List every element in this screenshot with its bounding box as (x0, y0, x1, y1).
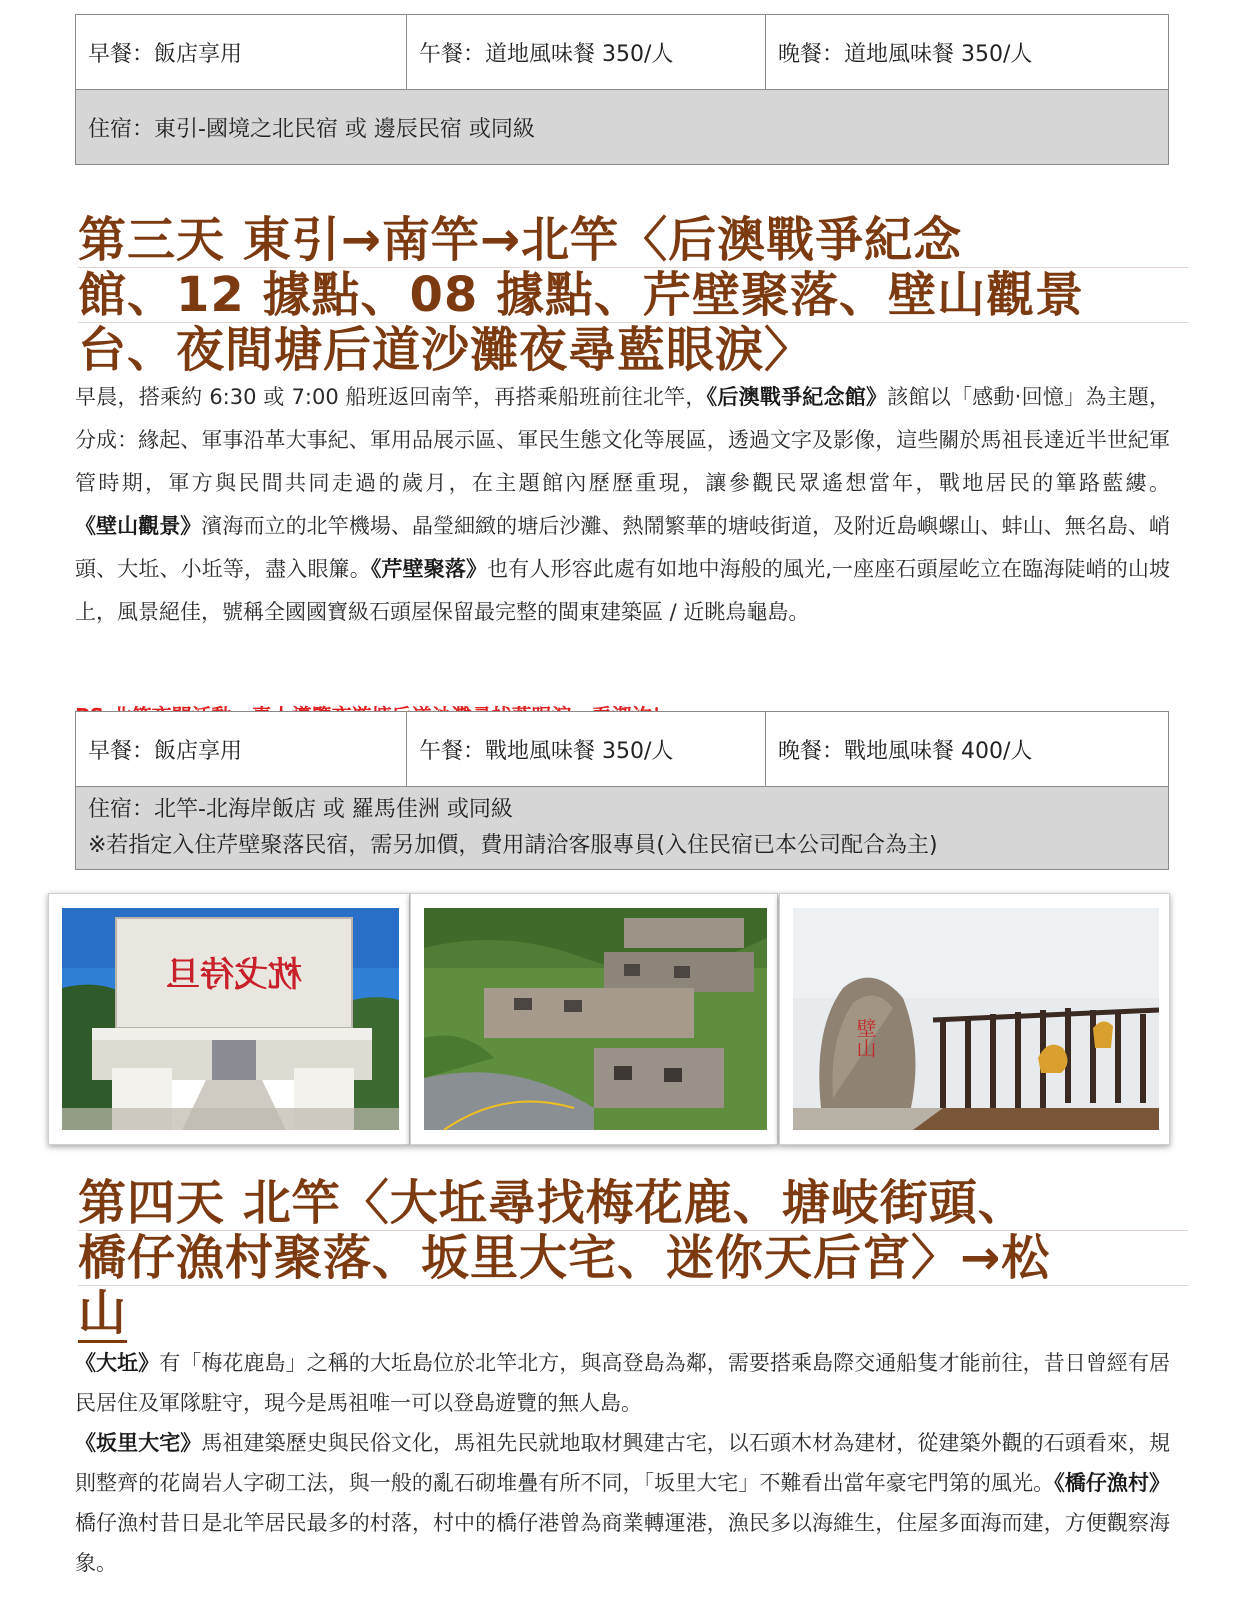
day3-text-3: 濱海而立的北竿機場、晶瑩細緻的塘后沙灘、熱鬧繁華的塘岐街道，及附近島嶼螺山、蚌山、無名島、峭頭、大坵、小坵等，盡入眼簾。 (75, 514, 1171, 581)
day3-meal-table (75, 711, 1169, 870)
day3-text-1: 早晨，搭乘約 6:30 或 7:00 船班返回南竿，再搭乘船班前往北竿， (75, 385, 707, 409)
day2-lodging: 住宿：東引-國境之北民宿 或 邊辰民宿 或同級 (76, 90, 1169, 165)
day3-bold-bishan: 《壁山觀景》 (75, 514, 202, 538)
day4-bold-daqiu: 《大坵》 (75, 1351, 160, 1375)
bishan-rock-text: 壁山 (853, 1018, 877, 1058)
day3-text-2: 該館以「感動‧回憶」為主題，分成：緣起、軍事沿革大事紀、軍用品展示區、軍民生態文化等展區，透過文字及影像，這些關於馬祖長達近半世紀軍管時期，軍方與民間共同走過的歲月，在主題館內歷歷重現，讓參觀民眾遙想當年，戰地居民的篳路藍縷。 (75, 385, 1170, 495)
day3-bold-houao: 《后澳戰爭紀念館》 (706, 385, 888, 409)
day3-title-line-2: 館、12 據點、08 據點、芹壁聚落、壁山觀景 (78, 268, 1188, 323)
bishan-viewpoint-image (793, 908, 1159, 1130)
photo-war-memorial (48, 893, 410, 1145)
day3-title (78, 213, 1188, 377)
day3-title-line-3: 台、夜間塘后道沙灘夜尋藍眼淚〉 (78, 322, 814, 378)
day4-title (78, 1176, 1188, 1343)
memorial-sign-text: 枕戈待旦 (166, 955, 302, 995)
day3-lodging-row (76, 787, 1169, 870)
day3-lodging-note: ※若指定入住芹壁聚落民宿，需另加價，費用請洽客服專員(入住民宿已本公司配合為主) (88, 833, 938, 858)
photo-strip (48, 893, 1168, 1145)
day2-meal-row (76, 15, 1169, 90)
day3-meal-row (76, 712, 1169, 787)
day2-breakfast: 早餐：飯店享用 (76, 15, 407, 90)
day4-text-1: 有「梅花鹿島」之稱的大坵島位於北竿北方，與高登島為鄰，需要搭乘島際交通船隻才能前往，昔日曾經有居民居住及軍隊駐守，現今是馬祖唯一可以登島遊覽的無人島。 (75, 1351, 1171, 1415)
day4-bold-banli: 《坂里大宅》 (75, 1431, 202, 1455)
war-memorial-image (62, 908, 399, 1130)
day3-lunch: 午餐：戰地風味餐 350/人 (407, 712, 766, 787)
day3-text-4: 也有人形容此處有如地中海般的風光,一座座石頭屋屹立在臨海陡峭的山坡上，風景絕佳，號稱全國國寶級石頭屋保留最完整的閩東建築區 / 近眺烏龜島。 (75, 557, 1171, 624)
day3-bold-qinbi: 《芹壁聚落》 (370, 557, 488, 581)
photo-bishan-viewpoint (779, 893, 1170, 1145)
day4-bold-qiaozai: 《橋仔漁村》 (1054, 1471, 1171, 1495)
day4-title-line-1: 第四天 北竿〈大坵尋找梅花鹿、塘岐街頭、 (78, 1176, 1188, 1231)
day3-title-line-1: 第三天 東引→南竿→北竿〈后澳戰爭紀念 (78, 213, 1188, 268)
qinbi-village-image (424, 908, 767, 1130)
day3-dinner: 晚餐：戰地風味餐 400/人 (766, 712, 1169, 787)
day4-description (75, 1343, 1170, 1583)
day3-description (75, 376, 1170, 634)
day2-meal-table (75, 14, 1169, 165)
day2-dinner: 晚餐：道地風味餐 350/人 (766, 15, 1169, 90)
day3-lodging: 住宿：北竿-北海岸飯店 或 羅馬佳洲 或同級 (88, 797, 513, 822)
day2-lunch: 午餐：道地風味餐 350/人 (407, 15, 766, 90)
photo-qinbi-village (410, 893, 778, 1145)
day4-title-line-2: 橋仔漁村聚落、坂里大宅、迷你天后宮〉→松 (78, 1231, 1188, 1286)
day4-text-3: 橋仔漁村昔日是北竿居民最多的村落，村中的橋仔港曾為商業轉運港，漁民多以海維生，住屋多面海而建，方便觀察海象。 (75, 1511, 1170, 1575)
day4-title-line-3: 山 (78, 1285, 128, 1341)
day4-text-2: 馬祖建築歷史與民俗文化，馬祖先民就地取材興建古宅，以石頭木材為建材，從建築外觀的石頭看來，規則整齊的花崗岩人字砌工法，與一般的亂石砌堆疊有所不同，「坂里大宅」不難看出當年豪宅門第的風光。 (75, 1431, 1171, 1495)
day3-lodging-cell (76, 787, 1169, 870)
day2-lodging-row (76, 90, 1169, 165)
day3-breakfast: 早餐：飯店享用 (76, 712, 407, 787)
